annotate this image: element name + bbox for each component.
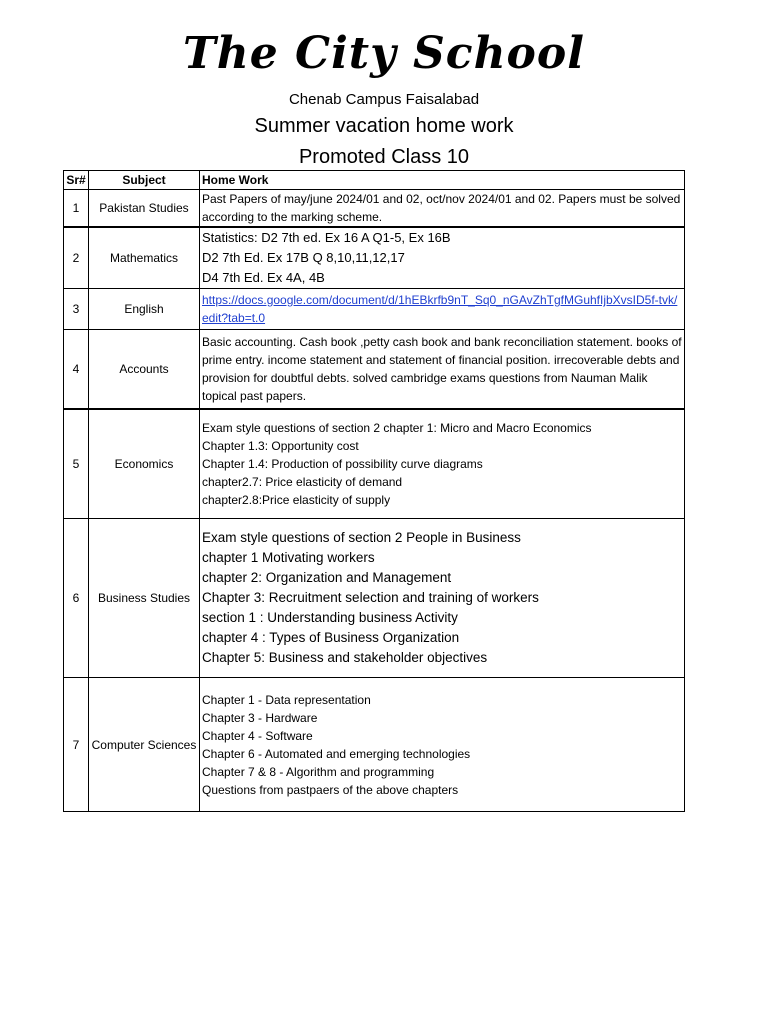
school-name: The City School <box>183 28 585 79</box>
homework-line: Statistics: D2 7th ed. Ex 16 A Q1-5, Ex 16B <box>202 230 451 245</box>
homework-cell <box>200 678 685 812</box>
homework-cell <box>200 227 685 289</box>
homework-text: Past Papers of may/june 2024/01 and 02, oct/nov 2024/01 and 02. Papers must be solved according to the marking scheme. <box>202 192 681 224</box>
homework-table <box>63 170 685 812</box>
homework-cell <box>200 409 685 519</box>
homework-line: chapter2.8:Price elasticity of supply <box>202 493 391 507</box>
google-doc-link[interactable]: https://docs.google.com/document/d/1hEBkrfb9nT_Sq0_nGAvZhTgfMGuhfIjbXvsID5f-tvk/edit?tab=t.0 <box>202 293 678 325</box>
serial-number: 5 <box>64 409 89 519</box>
column-header-homework: Home Work <box>200 171 685 190</box>
serial-number: 3 <box>64 289 89 330</box>
homework-cell <box>200 519 685 678</box>
homework-line: chapter 1 Motivating workers <box>202 550 375 565</box>
subject-name: Business Studies <box>89 519 200 678</box>
document-title: Summer vacation home work <box>254 115 514 137</box>
homework-line: Chapter 1.3: Opportunity cost <box>202 439 359 453</box>
table-header-row <box>64 171 685 190</box>
serial-number: 4 <box>64 330 89 410</box>
table-row <box>64 190 685 228</box>
homework-line: Chapter 3: Recruitment selection and training of workers <box>202 590 539 605</box>
campus-name: Chenab Campus Faisalabad <box>288 91 480 108</box>
column-header-sr: Sr# <box>64 171 89 190</box>
homework-line: chapter 4 : Types of Business Organization <box>202 630 460 645</box>
homework-line: section 1 : Understanding business Activity <box>202 610 458 625</box>
homework-line: Chapter 1.4: Production of possibility curve diagrams <box>202 457 483 471</box>
class-title: Promoted Class 10 <box>298 146 470 168</box>
table-row <box>64 678 685 812</box>
homework-line: Chapter 5: Business and stakeholder objectives <box>202 650 488 665</box>
homework-line: Chapter 4 - Software <box>202 728 313 743</box>
subject-name: Accounts <box>89 330 200 410</box>
homework-line: D4 7th Ed. Ex 4A, 4B <box>202 270 325 285</box>
homework-cell <box>200 330 685 410</box>
table-row <box>64 519 685 678</box>
subject-name: Mathematics <box>89 227 200 289</box>
serial-number: 1 <box>64 190 89 228</box>
subject-name: Pakistan Studies <box>89 190 200 228</box>
homework-cell <box>200 190 685 228</box>
column-header-subject: Subject <box>89 171 200 190</box>
homework-line: Chapter 3 - Hardware <box>202 710 318 725</box>
homework-line: chapter 2: Organization and Management <box>202 570 452 585</box>
table-row <box>64 227 685 289</box>
serial-number: 7 <box>64 678 89 812</box>
table-row <box>64 289 685 330</box>
homework-line: Exam style questions of section 2 People in Business <box>202 530 521 545</box>
subject-name: Computer Sciences <box>89 678 200 812</box>
subject-name: English <box>89 289 200 330</box>
homework-line: Questions from pastpaers of the above chapters <box>202 782 459 797</box>
subject-name: Economics <box>89 409 200 519</box>
homework-line: Chapter 7 & 8 - Algorithm and programming <box>202 764 435 779</box>
table-row <box>64 409 685 519</box>
table-row <box>64 330 685 410</box>
homework-line: Exam style questions of section 2 chapter 1: Micro and Macro Economics <box>202 421 592 435</box>
homework-text: Basic accounting. Cash book ,petty cash book and bank reconciliation statement. books of prime entry. income statement and statement of financial position. irrecoverable debts and provision for doubtful debts. solved cambridge exams questions from Nauman Malik topical past papers. <box>202 335 682 403</box>
homework-cell <box>200 289 685 330</box>
serial-number: 2 <box>64 227 89 289</box>
serial-number: 6 <box>64 519 89 678</box>
homework-line: Chapter 1 - Data representation <box>202 692 371 707</box>
homework-line: Chapter 6 - Automated and emerging technologies <box>202 746 471 761</box>
homework-line: D2 7th Ed. Ex 17B Q 8,10,11,12,17 <box>202 250 405 265</box>
homework-line: chapter2.7: Price elasticity of demand <box>202 475 403 489</box>
